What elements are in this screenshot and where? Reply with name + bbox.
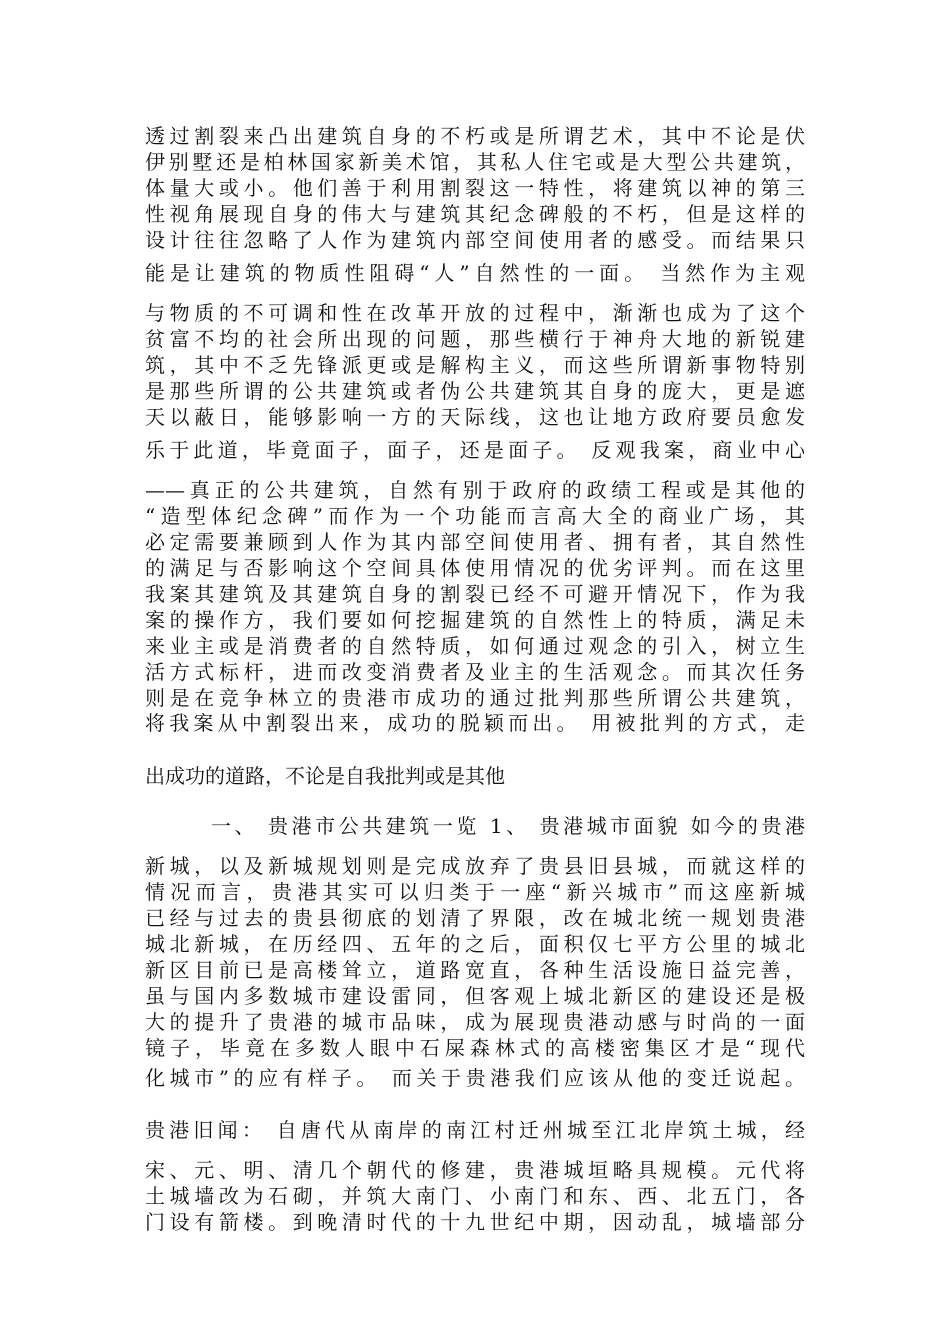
paragraph-3 [145,300,805,430]
text-line: 大的提升了贵港的城市品味，成为展现贵港动感与时尚的一面 [145,1010,805,1034]
text-line: ——真正的公共建筑，自然有别于政府的政绩工程或是其他的 [145,478,805,502]
paragraph-11 [145,1157,805,1235]
text-line: 门设有箭楼。到晚清时代的十九世纪中期，因动乱，城墙部分 [145,1210,805,1234]
text-line: 则是在竞争林立的贵港市成功的通过批判那些所谓公共建筑， [145,686,805,710]
text-line: 性视角展现自身的伟大与建筑其纪念碑般的不朽，但是这样的 [145,202,805,226]
text-line: 设计往往忽略了人作为建筑内部空间使用者的感受。而结果只 [145,228,805,252]
text-line: 情况而言，贵港其实可以归类于一座“新兴城市”而这座新城 [145,880,805,904]
paragraph-4 [145,437,805,463]
section-heading [145,813,805,839]
paragraph-5 [145,477,805,711]
text-line: 我案其建筑及其建筑自身的割裂已经不可避开情况下，作为我 [145,582,805,606]
text-line: 已经与过去的贵县彻底的划清了界限，改在城北统一规划贵港 [145,906,805,930]
text-line: 来业主或是消费者的自然特质，如何通过观念的引入，树立生 [145,634,805,658]
text-line: 案的操作方，我们要如何挖掘建筑的自然性上的特质，满足未 [145,608,805,632]
text-line: 将我案从中割裂出来，成功的脱颖而出。 用被批判的方式，走 [145,711,805,735]
text-line: 的满足与否影响这个空间具体使用情况的优劣评判。而在这里 [145,556,805,580]
text-line: 能是让建筑的物质性阻碍“人”自然性的一面。 当然作为主观 [145,261,805,285]
text-line: 必定需要兼顾到人作为其内部空间使用者、拥有者，其自然性 [145,530,805,554]
text-line: 透过割裂来凸出建筑自身的不朽或是所谓艺术，其中不论是伏 [145,124,805,148]
text-line: 新区目前已是高楼耸立，道路宽直，各种生活设施日益完善， [145,958,805,982]
paragraph-7 [145,763,805,789]
text-line: 筑，其中不乏先锋派更或是解构主义，而这些所谓新事物特别 [145,353,805,377]
text-line: 镜子，毕竟在多数人眼中石屎森林式的高楼密集区才是“现代 [145,1036,805,1060]
text-line: 伊别墅还是柏林国家新美术馆，其私人住宅或是大型公共建筑， [145,150,805,174]
paragraph-6 [145,710,805,736]
text-line: 活方式标杆，进而改变消费者及业主的生活观念。而其次任务 [145,660,805,684]
text-line: 虽与国内多数城市建设雷同，但客观上城北新区的建设还是极 [145,984,805,1008]
paragraph-10 [145,1117,805,1143]
text-line: 与物质的不可调和性在改革开放的过程中，渐渐也成为了这个 [145,301,805,325]
paragraph-1 [145,123,805,253]
section-heading-line: 一、 贵港市公共建筑一览 1、 贵港城市面貌 如今的贵港 [211,814,805,838]
text-line: 乐于此道，毕竟面子，面子，还是面子。 反观我案，商业中心 [145,438,805,462]
text-line: 新城，以及新城规划则是完成放弃了贵县旧县城，而就这样的 [145,854,805,878]
text-line: 化城市”的应有样子。 而关于贵港我们应该从他的变迁说起。 [145,1066,805,1090]
text-line: 天以蔽日，能够影响一方的天际线，这也让地方政府要员愈发 [145,405,805,429]
text-line: 宋、元、明、清几个朝代的修建，贵港城垣略具规模。元代将 [145,1158,805,1182]
paragraph-9 [145,1065,805,1091]
text-line: 出成功的道路，不论是自我批判或是其他 [145,764,505,788]
paragraph-8 [145,853,805,1061]
text-line: 城北新城，在历经四、五年的之后，面积仅七平方公里的城北 [145,932,805,956]
text-line: 贵港旧闻： 自唐代从南岸的南江村迁州城至江北岸筑土城，经 [145,1118,805,1142]
text-line: 贫富不均的社会所出现的问题，那些横行于神舟大地的新锐建 [145,327,805,351]
text-line: “造型体纪念碑”而作为一个功能而言高大全的商业广场，其 [145,504,805,528]
paragraph-2 [145,260,805,286]
text-line: 体量大或小。他们善于利用割裂这一特性，将建筑以神的第三 [145,176,805,200]
text-line: 是那些所谓的公共建筑或者伪公共建筑其自身的庞大，更是遮 [145,379,805,403]
text-line: 土城墙改为石砌，并筑大南门、小南门和东、西、北五门，各 [145,1184,805,1208]
